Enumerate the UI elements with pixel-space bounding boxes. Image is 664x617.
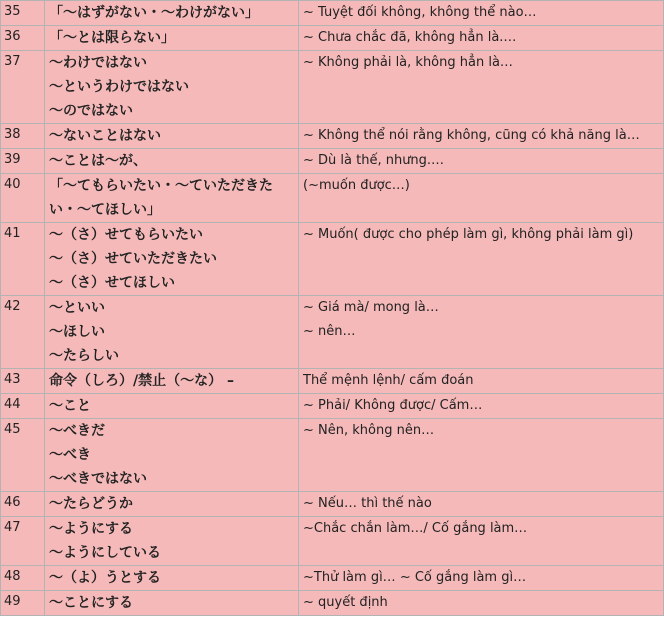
meaning-text: ~ Giá mà/ mong là… <box>303 300 439 315</box>
grammar-pattern-cell <box>45 149 299 174</box>
table-row <box>1 1 664 26</box>
meaning-text: ~Chắc chắn làm…/ Cố gắng làm… <box>303 521 528 536</box>
grammar-pattern: 〜というわけではない <box>49 79 189 95</box>
grammar-pattern: 「〜てもらいたい・〜ていただきた <box>49 178 273 194</box>
grammar-table-body <box>1 1 664 616</box>
row-number: 47 <box>1 517 45 566</box>
meaning-cell <box>299 566 664 591</box>
row-number: 40 <box>1 174 45 223</box>
grammar-pattern: い・〜てほしい」 <box>49 202 161 218</box>
meaning-cell <box>299 492 664 517</box>
meaning-text: ~ Chưa chắc đã, không hẳn là.… <box>303 30 517 45</box>
meaning-text: ~ Nếu… thì thế nào <box>303 496 432 511</box>
meaning-text: ~ Dù là thế, nhưng.… <box>303 153 445 168</box>
row-number: 37 <box>1 51 45 124</box>
table-row <box>1 591 664 616</box>
row-number: 39 <box>1 149 45 174</box>
grammar-pattern: 「〜はずがない・〜わけがない」 <box>49 5 259 21</box>
grammar-pattern: 〜ないことはない <box>49 128 161 144</box>
meaning-cell <box>299 394 664 419</box>
grammar-pattern-cell <box>45 51 299 124</box>
grammar-pattern-cell <box>45 369 299 394</box>
table-row <box>1 149 664 174</box>
meaning-text: ~ Muốn( được cho phép làm gì, không phải làm gì) <box>303 227 634 242</box>
meaning-text: ~ nên… <box>303 324 356 339</box>
grammar-pattern: 〜ようにしている <box>49 545 161 561</box>
row-number: 38 <box>1 124 45 149</box>
table-row <box>1 566 664 591</box>
row-number: 35 <box>1 1 45 26</box>
grammar-pattern: 〜（さ）せていただきたい <box>49 251 217 267</box>
grammar-pattern: 〜ことは〜が、 <box>49 153 147 169</box>
grammar-pattern: 〜（よ）うとする <box>49 570 161 586</box>
row-number: 44 <box>1 394 45 419</box>
grammar-pattern-cell <box>45 26 299 51</box>
table-row <box>1 124 664 149</box>
meaning-text: ~Thử làm gì… ~ Cố gắng làm gì… <box>303 570 527 585</box>
meaning-cell <box>299 369 664 394</box>
grammar-pattern-cell <box>45 517 299 566</box>
meaning-cell <box>299 223 664 296</box>
grammar-pattern: 〜（さ）せてもらいたい <box>49 227 203 243</box>
meaning-cell <box>299 591 664 616</box>
meaning-cell <box>299 149 664 174</box>
meaning-text: ~ Tuyệt đối không, không thể nào… <box>303 5 537 20</box>
grammar-pattern-cell <box>45 1 299 26</box>
meaning-cell <box>299 174 664 223</box>
grammar-pattern-cell <box>45 394 299 419</box>
row-number: 49 <box>1 591 45 616</box>
table-row <box>1 517 664 566</box>
meaning-text: ~ Nên, không nên… <box>303 423 435 438</box>
meaning-text: ~ Không phải là, không hẳn là… <box>303 55 513 70</box>
grammar-pattern: 〜のではない <box>49 103 133 119</box>
meaning-text: ~ quyết định <box>303 595 388 610</box>
meaning-text: Thể mệnh lệnh/ cấm đoán <box>303 373 474 388</box>
grammar-pattern: 「〜とは限らない」 <box>49 30 175 46</box>
grammar-pattern: 〜わけではない <box>49 55 147 71</box>
row-number: 45 <box>1 419 45 492</box>
grammar-pattern: 〜といい <box>49 300 105 316</box>
grammar-pattern: 〜こと <box>49 398 91 414</box>
grammar-pattern-cell <box>45 591 299 616</box>
grammar-pattern: 〜ようにする <box>49 521 133 537</box>
table-row <box>1 174 664 223</box>
grammar-pattern-cell <box>45 566 299 591</box>
grammar-pattern: 命令（しろ）/禁止（〜な） – <box>49 373 234 389</box>
grammar-pattern: 〜べきだ <box>49 423 105 439</box>
grammar-pattern: 〜（さ）せてほしい <box>49 275 175 291</box>
grammar-pattern-cell <box>45 296 299 369</box>
grammar-pattern-cell <box>45 124 299 149</box>
meaning-text: ~ Không thể nói rằng không, cũng có khả năng là… <box>303 128 640 143</box>
table-row <box>1 394 664 419</box>
meaning-cell <box>299 1 664 26</box>
grammar-pattern: 〜べきではない <box>49 471 147 487</box>
table-row <box>1 223 664 296</box>
meaning-cell <box>299 517 664 566</box>
meaning-cell <box>299 419 664 492</box>
table-row <box>1 492 664 517</box>
meaning-text: ~ Phải/ Không được/ Cấm… <box>303 398 483 413</box>
row-number: 41 <box>1 223 45 296</box>
meaning-cell <box>299 296 664 369</box>
row-number: 48 <box>1 566 45 591</box>
meaning-text: (~muốn được…) <box>303 178 410 193</box>
meaning-cell <box>299 51 664 124</box>
grammar-pattern-cell <box>45 223 299 296</box>
grammar-pattern: 〜ことにする <box>49 595 133 611</box>
grammar-pattern: 〜べき <box>49 447 91 463</box>
row-number: 42 <box>1 296 45 369</box>
table-row <box>1 369 664 394</box>
table-row <box>1 419 664 492</box>
meaning-cell <box>299 26 664 51</box>
table-row <box>1 26 664 51</box>
row-number: 46 <box>1 492 45 517</box>
row-number: 43 <box>1 369 45 394</box>
table-row <box>1 51 664 124</box>
grammar-pattern-cell <box>45 419 299 492</box>
grammar-pattern: 〜ほしい <box>49 324 105 340</box>
grammar-pattern-cell <box>45 492 299 517</box>
row-number: 36 <box>1 26 45 51</box>
meaning-cell <box>299 124 664 149</box>
grammar-pattern: 〜たらしい <box>49 348 119 364</box>
table-row <box>1 296 664 369</box>
grammar-pattern: 〜たらどうか <box>49 496 133 512</box>
grammar-pattern-cell <box>45 174 299 223</box>
